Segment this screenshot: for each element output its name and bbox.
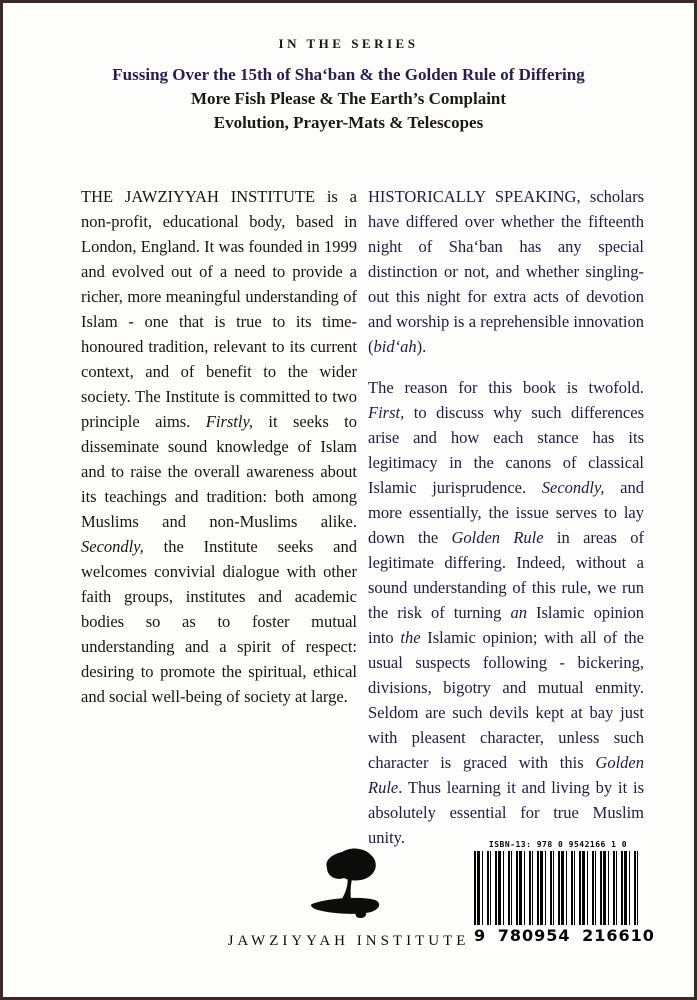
series-title-3: Evolution, Prayer-Mats & Telescopes bbox=[213, 113, 484, 132]
book-synopsis-paragraph-2: The reason for this book is twofold. First, to discuss why such differences arise and how each stance has its legitimacy in the canons of classical Islamic jurisprudence. Secondly, and more essentially, the issue serves to lay down the Golden Rule in areas of legitimate differing. Indeed, without a sound understanding of this rule, we run the risk of turning an Islamic opinion into the Islamic opinion; with all of the usual suspects following - bickering, divisions, bigotry and mutual enmity. Seldom are such devils kept at bay just with pleasent character, unless such character is graced with this Golden Rule. Thus learning it and living by it is absolutely essential for true Muslim unity. bbox=[368, 378, 645, 847]
left-column bbox=[81, 184, 357, 850]
series-block bbox=[3, 36, 694, 135]
barcode-bars bbox=[474, 851, 642, 925]
body-columns bbox=[81, 184, 644, 850]
institute-name: JAWZIYYAH INSTITUTE bbox=[227, 933, 470, 949]
series-title-2: More Fish Please & The Earth’s Complaint bbox=[190, 89, 507, 108]
about-institute-paragraph: THE JAWZIYYAH INSTITUTE is a non-profit, educational body, based in London, England. It was founded in 1999 and evolved out of a need to provide a richer, more meaningful understanding of Islam - one that is true to its time-honoured tradition, relevant to its current context, and of benefit to the wider society. The Institute is committed to two principle aims. Firstly, it seeks to disseminate sound knowledge of Islam and to raise the overall awareness about its teachings and tradition: both among Muslims and non-Muslims alike. Secondly, the Institute seeks and welcomes convivial dialogue with other faith groups, institutes and academic bodies so as to foster mutual understanding and a spirit of respect: desiring to promote the spiritual, ethical and social well-being of society at large. bbox=[81, 187, 357, 706]
barcode-digits: 9 780954 216610 bbox=[474, 926, 655, 945]
isbn-label: ISBN-13: 978 0 9542166 1 0 bbox=[488, 840, 628, 849]
barcode bbox=[471, 836, 655, 953]
book-synopsis-paragraph-1: HISTORICALLY SPEAKING, scholars have differed over whether the fifteenth night of Sha‘ban has any special distinction or not, and whether singling-out this night for extra acts of devotion and worship is a reprehensible innovation (bid‘ah). bbox=[368, 187, 644, 356]
right-column bbox=[368, 184, 644, 850]
series-heading: IN THE SERIES bbox=[278, 36, 419, 51]
series-title-1: Fussing Over the 15th of Sha‘ban & the Golden Rule of Differing bbox=[112, 65, 585, 84]
